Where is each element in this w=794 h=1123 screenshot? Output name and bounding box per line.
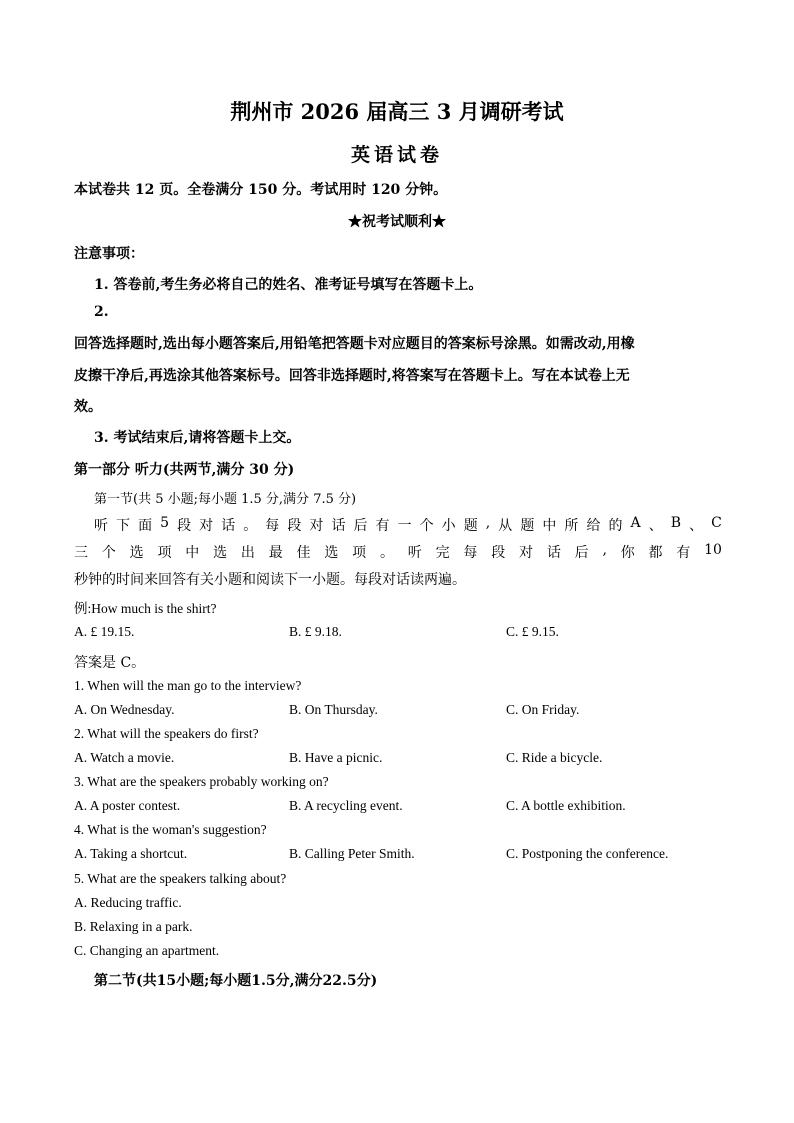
q3-option-a: A. A poster contest. [74,798,181,813]
question-2: 2. What will the speakers do first? [74,726,259,741]
section2-heading: 第二节(共15小题;每小题1.5分,满分22.5分) [94,973,378,989]
question-5: 5. What are the speakers talking about? [74,871,287,886]
question-3: 3. What are the speakers probably working on? [74,774,329,789]
note-item-2-line: 皮擦干净后,再选涂其他答案标号。回答非选择题时,将答案写在答题卡上。写在本试卷上无 [74,368,630,384]
example-answer: 答案是 C。 [74,655,146,671]
q4-option-c: C. Postponing the conference. [506,846,669,861]
q5-option-a: A. Reducing traffic. [74,895,182,910]
q5-option-c: C. Changing an apartment. [74,943,220,958]
q1-option-a: A. On Wednesday. [74,702,175,717]
q4-option-b: B. Calling Peter Smith. [289,846,415,861]
good-luck-text: ★祝考试顺利★ [348,214,446,230]
exam-info: 本试卷共 12 页。全卷满分 150 分。考试用时 120 分钟。 [74,182,448,198]
q5-option-b: B. Relaxing in a park. [74,919,193,934]
q4-option-a: A. Taking a shortcut. [74,846,188,861]
notes-heading: 注意事项： [74,246,144,262]
q2-option-c: C. Ride a bicycle. [506,750,603,765]
note-item-1: 1. 答卷前,考生务必将自己的姓名、准考证号填写在答题卡上。 [94,277,483,293]
q3-option-b: B. A recycling event. [289,798,403,813]
question-4: 4. What is the woman's suggestion? [74,822,267,837]
note-item-3: 3. 考试结束后,请将答题卡上交。 [94,430,301,446]
q1-option-b: B. On Thursday. [289,702,378,717]
q3-option-c: C. A bottle exhibition. [506,798,626,813]
question-1: 1. When will the man go to the interview? [74,678,302,693]
example-option-c: C. £ 9.15. [506,624,559,639]
exam-title: 荆州市 2026 届高三 3 月调研考试 [230,99,564,124]
example-option-a: A. £ 19.15. [74,624,135,639]
note-item-2-line: 回答选择题时,选出每小题答案后,用铅笔把答题卡对应题目的答案标号涂黑。如需改动,用橡 [74,336,635,352]
exam-subtitle: 英语试卷 [350,144,443,166]
example-question: 例:How much is the shirt? [74,601,217,616]
q2-option-a: A. Watch a movie. [74,750,175,765]
section1-heading: 第一节(共 5 小题;每小题 1.5 分,满分 7.5 分) [94,492,357,507]
example-option-b: B. £ 9.18. [289,624,342,639]
note-item-2-line: 效。 [74,399,102,415]
q2-option-b: B. Have a picnic. [289,750,383,765]
listening-instruction-line: 秒钟的时间来回答有关小题和阅读下一小题。每段对话读两遍。 [74,572,466,588]
listening-instruction-line: 三 个 选 项 中 选 出 最 佳 选 项 。 听 完 每 段 对 话 后 , 你 都 有 10 [74,542,722,561]
listening-instruction-line: 听 下 面 5 段 对 话 。 每 段 对 话 后 有 一 个 小 题 , 从 题 中 所 给 的 A 、 B 、 C [94,515,722,534]
part1-heading: 第一部分 听力(共两节,满分 30 分) [74,462,295,478]
q1-option-c: C. On Friday. [506,702,580,717]
note-item-2-number: 2. [94,304,109,320]
